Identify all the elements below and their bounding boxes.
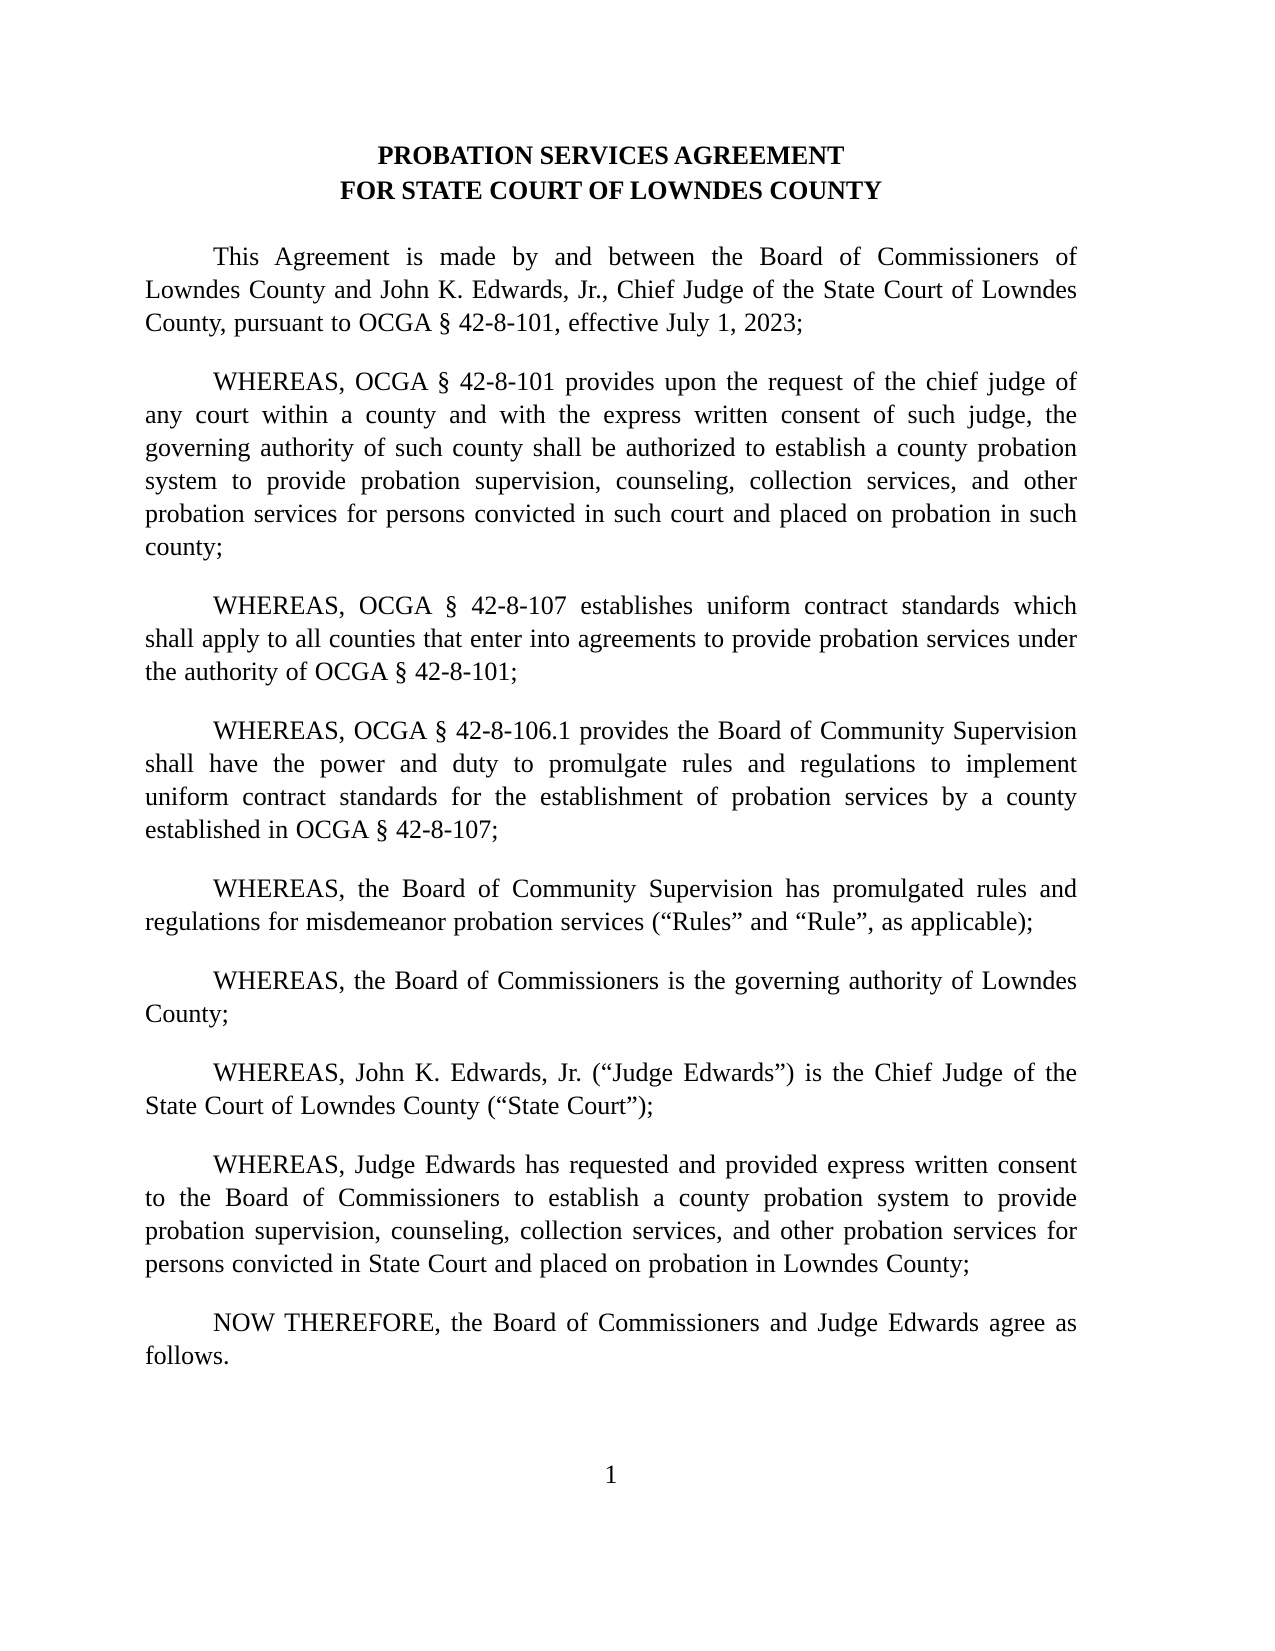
whereas-clause-written-consent: WHEREAS, Judge Edwards has requested and provided express written consent to the Board of Commissioners to establish a county probation system to provide probation supervision, counseling, collection services, and other probation services for persons convicted in State Court and placed on probation in Lowndes County; — [145, 1150, 1077, 1278]
whereas-clause-rules: WHEREAS, the Board of Community Supervision has promulgated rules and regulations for misdemeanor probation services (“Rules” and “Rule”, as applicable); — [145, 874, 1077, 936]
document-title — [145, 138, 1077, 208]
now-therefore-clause: NOW THEREFORE, the Board of Commissioners and Judge Edwards agree as follows. — [145, 1308, 1077, 1370]
whereas-clause-governing-authority: WHEREAS, the Board of Commissioners is the governing authority of Lowndes County; — [145, 966, 1077, 1028]
whereas-clause-judge-edwards: WHEREAS, John K. Edwards, Jr. (“Judge Edwards”) is the Chief Judge of the State Court of Lowndes County (“State Court”); — [145, 1058, 1077, 1120]
page-number: 1 — [604, 1460, 618, 1489]
paragraph-intro: This Agreement is made by and between the Board of Commissioners of Lowndes County and John K. Edwards, Jr., Chief Judge of the State Court of Lowndes County, pursuant to OCGA § 42-8-101, effective July 1, 2023; — [145, 242, 1077, 337]
whereas-clause-42-8-101: WHEREAS, OCGA § 42-8-101 provides upon the request of the chief judge of any court within a county and with the express written consent of such judge, the governing authority of such county shall be authorized to establish a county probation system to provide probation supervision, counseling, collection services, and other probation services for persons convicted in such court and placed on probation in such county; — [145, 367, 1077, 561]
whereas-clause-42-8-106-1: WHEREAS, OCGA § 42-8-106.1 provides the Board of Community Supervision shall have the power and duty to promulgate rules and regulations to implement uniform contract standards for the establishment of probation services by a county established in OCGA § 42-8-107; — [145, 716, 1077, 844]
title-line-1: PROBATION SERVICES AGREEMENT — [377, 141, 845, 170]
whereas-clause-42-8-107: WHEREAS, OCGA § 42-8-107 establishes uniform contract standards which shall apply to all counties that enter into agreements to provide probation services under the authority of OCGA § 42-8-101; — [145, 591, 1077, 686]
title-line-2: FOR STATE COURT OF LOWNDES COUNTY — [339, 176, 883, 205]
